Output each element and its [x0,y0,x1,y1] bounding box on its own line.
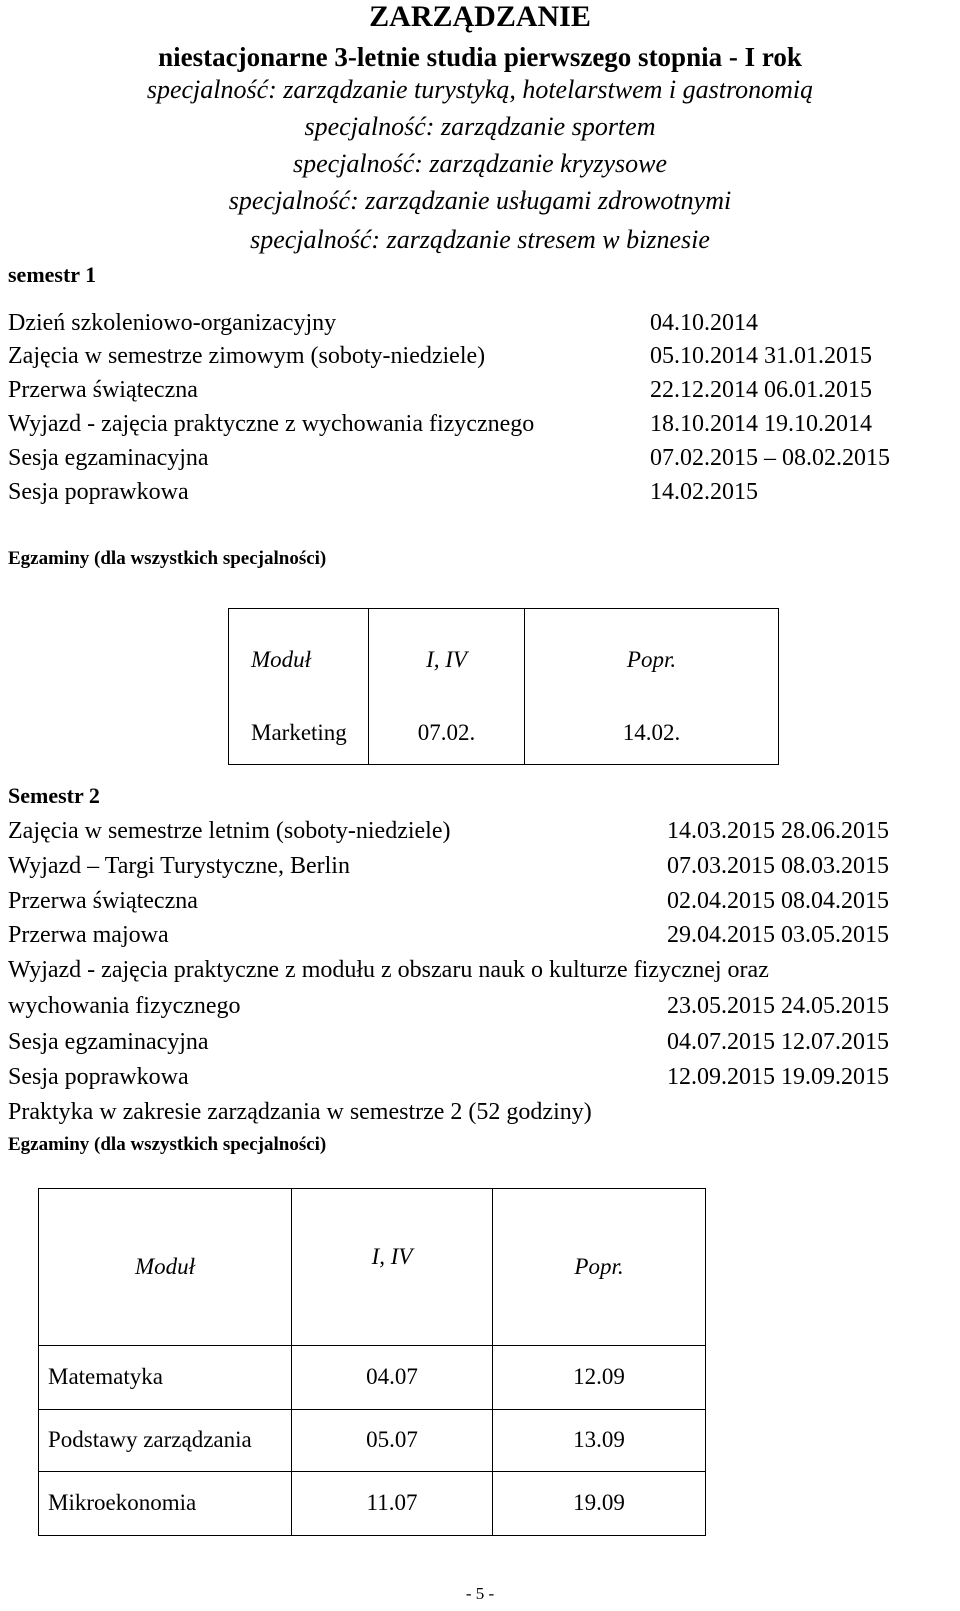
table-row [39,1409,706,1471]
table-row [39,1345,706,1409]
schedule-label: Przerwa świąteczna [8,377,198,403]
schedule-row [0,888,960,918]
schedule-label: Sesja poprawkowa [8,1064,189,1090]
schedule-label: Wyjazd – Targi Turystyczne, Berlin [8,853,350,879]
table-cell: 12.09 [493,1345,706,1409]
schedule-label: Sesja egzaminacyjna [8,445,209,471]
schedule-row [0,1064,960,1094]
schedule-row [0,377,960,407]
schedule-row [0,853,960,883]
schedule-date: 12.09.2015 19.09.2015 [667,1064,889,1090]
schedule-label: Przerwa majowa [8,922,169,948]
schedule-date: 05.10.2014 31.01.2015 [650,343,872,369]
schedule-date: 22.12.2014 06.01.2015 [650,377,872,403]
specialization-1: specjalność: zarządzanie turystyką, hotelarstwem i gastronomią [146,75,814,104]
schedule-row [0,310,960,340]
exam-table [228,608,779,765]
schedule-label: Wyjazd - zajęcia praktyczne z wychowania fizycznego [8,411,535,437]
schedule-label: Sesja egzaminacyjna [8,1029,209,1055]
column-header: Popr. [525,609,779,703]
table-cell: 13.09 [493,1409,706,1471]
schedule-date: 04.07.2015 12.07.2015 [667,1029,889,1055]
exam-table [38,1188,706,1536]
schedule-row [0,1029,960,1059]
document-title: ZARZĄDZANIE [369,0,591,33]
specialization-3: specjalność: zarządzanie kryzysowe [292,149,668,178]
schedule-date: 07.02.2015 – 08.02.2015 [650,445,890,471]
table-cell: Podstawy zarządzania [39,1409,292,1471]
column-header: I, IV [369,609,525,703]
table-row [39,1471,706,1535]
table-cell: 11.07 [292,1471,493,1535]
schedule-label: Dzień szkoleniowo-organizacyjny [8,310,337,336]
specialization-2: specjalność: zarządzanie sportem [304,112,656,141]
table-cell: Mikroekonomia [39,1471,292,1535]
table-header-row [229,609,779,703]
table-cell: 19.09 [493,1471,706,1535]
semester-1-heading: semestr 1 [8,262,97,287]
table-cell: 05.07 [292,1409,493,1471]
table-cell: 14.02. [525,703,779,765]
schedule-date: 23.05.2015 24.05.2015 [667,993,889,1019]
schedule-label: Przerwa świąteczna [8,888,198,914]
schedule-row [0,411,960,441]
specialization-4: specjalność: zarządzanie usługami zdrowotnymi [228,186,732,215]
schedule-label: Zajęcia w semestrze zimowym (soboty-niedziele) [8,343,486,369]
schedule-date: 18.10.2014 19.10.2014 [650,411,872,437]
schedule-row [0,343,960,373]
schedule-label: wychowania fizycznego [8,993,241,1019]
table-cell: 07.02. [369,703,525,765]
schedule-label-long: Wyjazd - zajęcia praktyczne z modułu z obszaru nauk o kulturze fizycznej oraz [8,957,769,983]
schedule-date: 29.04.2015 03.05.2015 [667,922,889,948]
schedule-date: 07.03.2015 08.03.2015 [667,853,889,879]
column-header: Moduł [39,1189,292,1346]
document-subtitle: niestacjonarne 3-letnie studia pierwszego stopnia - I rok [158,42,802,72]
schedule-row [0,445,960,475]
schedule-label: Sesja poprawkowa [8,479,189,505]
table-cell: Matematyka [39,1345,292,1409]
table-row [229,703,779,765]
schedule-row [0,479,960,509]
column-header: I, IV [292,1189,493,1346]
schedule-date: 04.10.2014 [650,310,758,336]
schedule-date: 14.03.2015 28.06.2015 [667,818,889,844]
schedule-row [0,993,960,1023]
schedule-row [0,818,960,848]
practice-note: Praktyka w zakresie zarządzania w semestrze 2 (52 godziny) [8,1099,592,1125]
page-number: - 5 - [465,1584,495,1603]
table-cell: Marketing [229,703,369,765]
exams-heading: Egzaminy (dla wszystkich specjalności) [8,1134,327,1155]
semester-2-heading: Semestr 2 [8,783,100,808]
schedule-label: Zajęcia w semestrze letnim (soboty-niedziele) [8,818,451,844]
schedule-date: 14.02.2015 [650,479,758,505]
schedule-row [0,922,960,952]
specialization-5: specjalność: zarządzanie stresem w biznesie [250,225,710,254]
table-cell: 04.07 [292,1345,493,1409]
exams-heading: Egzaminy (dla wszystkich specjalności) [8,548,327,569]
column-header: Moduł [229,609,369,703]
column-header: Popr. [493,1189,706,1346]
table-header-row [39,1189,706,1346]
schedule-date: 02.04.2015 08.04.2015 [667,888,889,914]
